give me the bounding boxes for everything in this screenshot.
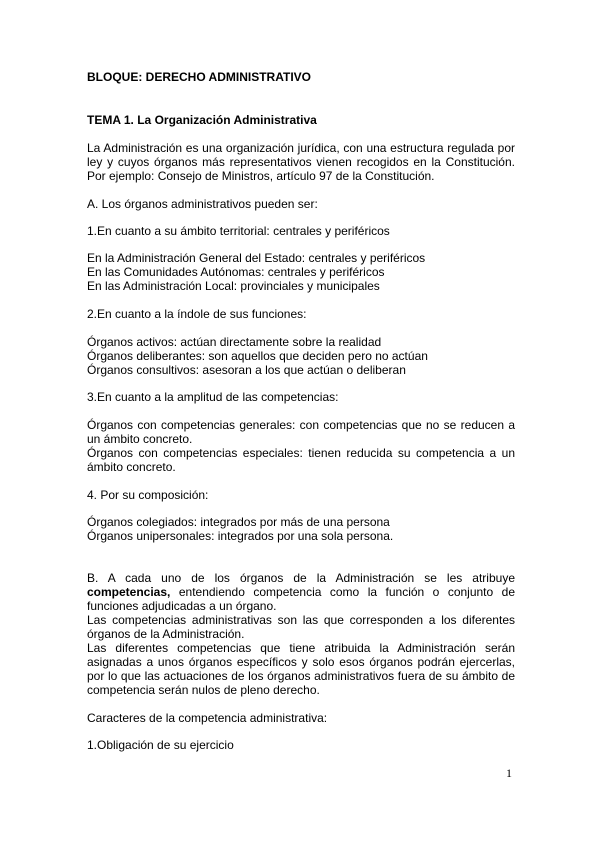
section-title: TEMA 1. La Organización Administrativa bbox=[87, 113, 317, 127]
criterion-item: En las Administración Local: provinciales y municipales bbox=[87, 279, 380, 293]
criterion-item: Órganos con competencias especiales: tienen reducida su competencia a un bbox=[87, 446, 515, 460]
criterion-item: ámbito concreto. bbox=[87, 460, 176, 474]
intro-line: Por ejemplo: Consejo de Ministros, artículo 97 de la Constitución. bbox=[87, 169, 435, 183]
page-number: 1 bbox=[506, 766, 512, 780]
criterion-item: Órganos deliberantes: son aquellos que deciden pero no actúan bbox=[87, 349, 428, 363]
criterion-item: Órganos con competencias generales: con competencias que no se reducen a bbox=[87, 418, 515, 432]
criterion-title: 4. Por su composición: bbox=[87, 488, 209, 502]
criterion-item: Órganos activos: actúan directamente sobre la realidad bbox=[87, 335, 382, 349]
intro-line: La Administración es una organización jurídica, con una estructura regulada por bbox=[87, 141, 515, 155]
criterion-item: Órganos consultivos: asesoran a los que actúan o deliberan bbox=[87, 363, 406, 377]
criterion-item: Órganos colegiados: integrados por más de una persona bbox=[87, 515, 390, 529]
part-b-line: asignadas a unos órganos específicos y solo esos órganos podrán ejercerlas, bbox=[87, 655, 515, 669]
caracter-item: 1.Obligación de su ejercicio bbox=[87, 738, 234, 752]
criterion-title: 1.En cuanto a su ámbito territorial: centrales y periféricos bbox=[87, 224, 390, 238]
criterion-item: un ámbito concreto. bbox=[87, 432, 193, 446]
competencias-term: competencias, bbox=[87, 585, 171, 599]
intro-line: ley y cuyos órganos más representativos vienen recogidos en la Constitución. bbox=[87, 155, 515, 169]
part-b-line: competencia serán nulos de pleno derecho. bbox=[87, 683, 320, 697]
criterion-title: 2.En cuanto a la índole de sus funciones: bbox=[87, 307, 307, 321]
part-b-line: órganos de la Administración. bbox=[87, 627, 245, 641]
criterion-item: En las Comunidades Autónomas: centrales y periféricos bbox=[87, 265, 385, 279]
caracteres-heading: Caracteres de la competencia administrativa: bbox=[87, 711, 328, 725]
part-b-line: B. A cada uno de los órganos de la Administración se les atribuye bbox=[87, 571, 515, 585]
part-b-line: por lo que las actuaciones de los órganos administrativos fuera de su ámbito de bbox=[87, 669, 515, 683]
criterion-item: En la Administración General del Estado: centrales y periféricos bbox=[87, 251, 426, 265]
part-b-line: funciones adjudicadas a un órgano. bbox=[87, 599, 277, 613]
part-a-heading: A. Los órganos administrativos pueden ser: bbox=[87, 197, 318, 211]
criterion-title: 3.En cuanto a la amplitud de las competencias: bbox=[87, 390, 339, 404]
criterion-item: Órganos unipersonales: integrados por una sola persona. bbox=[87, 529, 394, 543]
part-b-line: Las competencias administrativas son las que corresponden a los diferentes bbox=[87, 613, 515, 627]
part-b-line bbox=[87, 585, 515, 599]
part-b-line: Las diferentes competencias que tiene atribuida la Administración serán bbox=[87, 641, 515, 655]
part-b-line-rest: entendiendo competencia como la función o conjunto de bbox=[170, 585, 515, 599]
document-heading: BLOQUE: DERECHO ADMINISTRATIVO bbox=[87, 70, 311, 84]
